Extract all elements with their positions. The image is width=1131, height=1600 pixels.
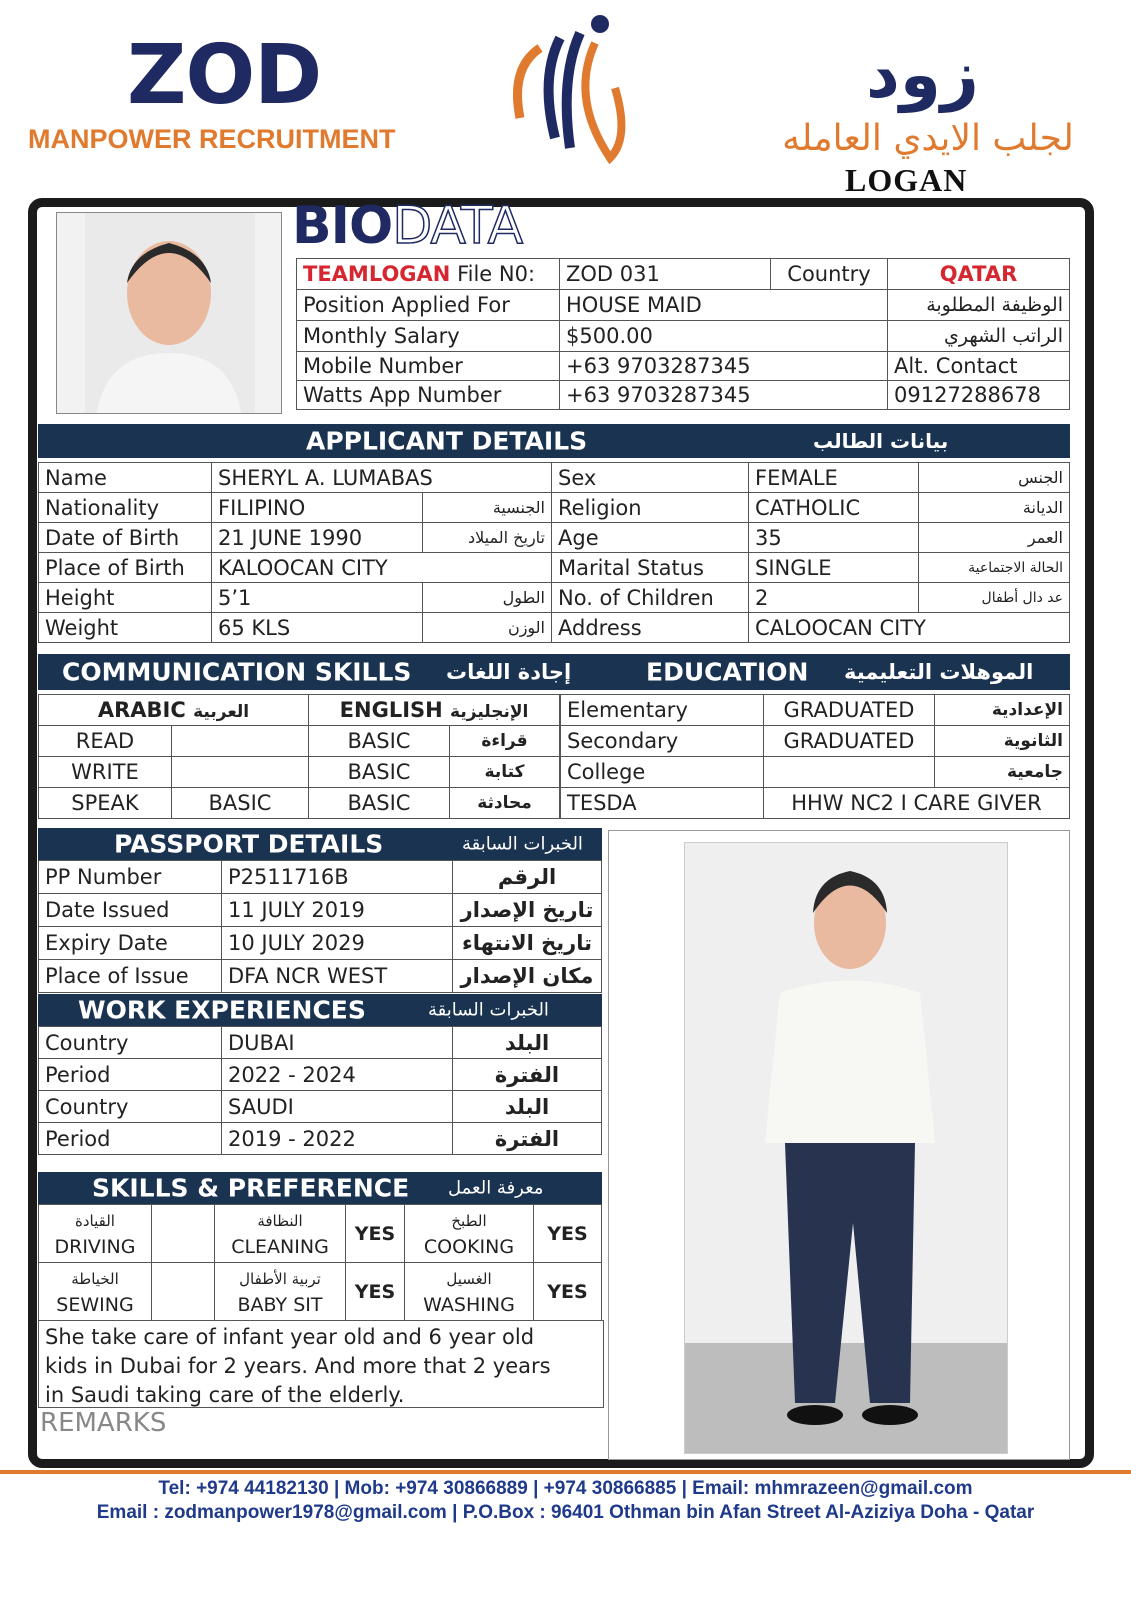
table-row: [39, 1091, 602, 1123]
address-label: Address: [552, 613, 749, 643]
table-row: [39, 613, 1070, 643]
cleaning-label: CLEANING: [231, 1235, 329, 1258]
file-no-label: File N0:: [457, 262, 536, 286]
write-label: WRITE: [39, 757, 172, 788]
footer-divider: [0, 1470, 1131, 1474]
remarks-label: REMARKS: [40, 1408, 167, 1438]
applicant-details-table: [38, 462, 1070, 643]
date-issued-label-ar: تاريخ الإصدار: [453, 894, 602, 927]
read-label: READ: [39, 726, 172, 757]
pp-number-label: PP Number: [39, 861, 222, 894]
biodata-title-light: DATA: [392, 196, 523, 256]
brand-arabic-subtitle: لجلب الايدي العامله: [782, 118, 1074, 159]
weight-value: 65 KLS: [212, 613, 423, 643]
cleaning-cell: [215, 1205, 346, 1263]
communication-title-ar: إجادة اللغات: [446, 660, 572, 684]
work-country-value: SAUDI: [222, 1091, 453, 1123]
read-label-ar: قراءة: [450, 726, 560, 757]
position-label: Position Applied For: [297, 290, 560, 321]
read-english-value: BASIC: [309, 726, 450, 757]
person-portrait-icon: [57, 213, 281, 413]
file-label-cell: [297, 259, 560, 290]
work-experiences-header: [38, 994, 602, 1026]
work-experiences-table: [38, 1026, 602, 1155]
dob-label: Date of Birth: [39, 523, 212, 553]
footer-contact-line: Tel: +974 44182130 | Mob: +974 30866889 | +974 30866885 | Email: mhmrazeen@gmail.com: [158, 1478, 973, 1499]
biodata-title-bold: BIO: [292, 196, 393, 256]
position-value: HOUSE MAID: [560, 290, 888, 321]
work-experiences-title-ar: الخبرات السابقة: [428, 999, 549, 1021]
religion-value: CATHOLIC: [749, 493, 919, 523]
table-row: [39, 927, 602, 960]
mobile-value: +63 9703287345: [560, 352, 888, 381]
children-value: 2: [749, 583, 919, 613]
nationality-value: FILIPINO: [212, 493, 423, 523]
dob-label-ar: تاريخ الميلاد: [423, 523, 552, 553]
write-label-ar: كتابة: [450, 757, 560, 788]
alt-contact-label: Alt. Contact: [888, 352, 1070, 381]
table-row: [39, 583, 1070, 613]
work-period-label: Period: [39, 1123, 222, 1155]
table-row: [39, 523, 1070, 553]
communication-title: COMMUNICATION SKILLS: [62, 657, 412, 687]
passport-details-title: PASSPORT DETAILS: [114, 829, 384, 859]
table-row: [39, 757, 560, 788]
children-label: No. of Children: [552, 583, 749, 613]
weight-label-ar: الوزن: [423, 613, 552, 643]
biodata-title: [292, 196, 522, 256]
table-row: [39, 788, 560, 819]
remarks-box: [38, 1320, 604, 1408]
babysit-cell: [215, 1263, 346, 1321]
mobile-label: Mobile Number: [297, 352, 560, 381]
dob-value: 21 JUNE 1990: [212, 523, 423, 553]
speak-arabic-value: BASIC: [172, 788, 309, 819]
table-row: [561, 726, 1070, 757]
expiry-date-label: Expiry Date: [39, 927, 222, 960]
work-country-label-ar: البلد: [453, 1091, 602, 1123]
table-row: [39, 894, 602, 927]
write-english-value: BASIC: [309, 757, 450, 788]
children-label-ar: عد دال أطفال: [919, 583, 1070, 613]
position-label-ar: الوظيفة المطلوبة: [888, 290, 1070, 321]
marital-label-ar: الحالة الاجتماعية: [919, 553, 1070, 583]
table-row: [39, 960, 602, 993]
pob-label: Place of Birth: [39, 553, 212, 583]
sex-label: Sex: [552, 463, 749, 493]
applicant-details-title-ar: بيانات الطالب: [813, 429, 949, 453]
table-row: [39, 1123, 602, 1155]
sex-value: FEMALE: [749, 463, 919, 493]
washing-label-ar: الغسيل: [446, 1269, 492, 1288]
table-row: [39, 726, 560, 757]
brand-logan: LOGAN: [845, 162, 968, 198]
work-period-value: 2019 - 2022: [222, 1123, 453, 1155]
college-label: College: [561, 757, 764, 788]
team-label: TEAMLOGAN: [303, 262, 451, 286]
work-period-value: 2022 - 2024: [222, 1059, 453, 1091]
work-period-label-ar: الفترة: [453, 1059, 602, 1091]
college-status: [764, 757, 935, 788]
pob-value: KALOOCAN CITY: [212, 553, 552, 583]
salary-label: Monthly Salary: [297, 321, 560, 352]
cleaning-label-ar: النظافة: [257, 1211, 303, 1230]
address-value: CALOOCAN CITY: [749, 613, 1070, 643]
table-row: [39, 1027, 602, 1059]
work-period-label-ar: الفترة: [453, 1123, 602, 1155]
footer-address-line: Email : zodmanpower1978@gmail.com | P.O.Box : 96401 Othman bin Afan Street Al-Aziziya Doha - Qatar: [96, 1502, 1035, 1523]
sewing-cell: [39, 1263, 152, 1321]
read-arabic-value: [172, 726, 309, 757]
secondary-status: GRADUATED: [764, 726, 935, 757]
salary-label-ar: الراتب الشهري: [888, 321, 1070, 352]
sewing-label: SEWING: [56, 1293, 134, 1316]
brand-logo-text: ZOD: [127, 28, 322, 123]
communication-education-header: [38, 654, 1070, 690]
table-row: [561, 757, 1070, 788]
elementary-label: Elementary: [561, 695, 764, 726]
table-row: [39, 1263, 602, 1321]
age-value: 35: [749, 523, 919, 553]
marital-value: SINGLE: [749, 553, 919, 583]
work-period-label: Period: [39, 1059, 222, 1091]
brand-subtitle: MANPOWER RECRUITMENT: [28, 124, 396, 154]
age-label: Age: [552, 523, 749, 553]
babysit-value: YES: [346, 1263, 405, 1321]
speak-label-ar: محادثة: [450, 788, 560, 819]
weight-label: Weight: [39, 613, 212, 643]
remarks-line: kids in Dubai for 2 years. And more that 2 years: [45, 1354, 551, 1378]
religion-label-ar: الديانة: [919, 493, 1070, 523]
cooking-cell: [405, 1205, 534, 1263]
washing-label: WASHING: [423, 1293, 515, 1316]
country-value: QATAR: [888, 259, 1070, 290]
english-column-header: [309, 695, 560, 726]
education-title: EDUCATION: [646, 657, 809, 687]
alt-contact-value: 09127288678: [888, 381, 1070, 410]
education-table: [560, 694, 1070, 819]
table-row: [561, 788, 1070, 819]
elementary-label-ar: الإعدادية: [935, 695, 1070, 726]
speak-label: SPEAK: [39, 788, 172, 819]
table-row: [39, 463, 1070, 493]
name-value: SHERYL A. LUMABAS: [212, 463, 552, 493]
arabic-header-ar: العربية: [193, 702, 250, 722]
work-country-label: Country: [39, 1091, 222, 1123]
table-row: [561, 695, 1070, 726]
driving-cell: [39, 1205, 152, 1263]
country-label: Country: [771, 259, 888, 290]
work-country-value: DUBAI: [222, 1027, 453, 1059]
speak-english-value: BASIC: [309, 788, 450, 819]
babysit-label: BABY SIT: [237, 1293, 323, 1316]
passport-details-header: [38, 828, 602, 860]
name-label: Name: [39, 463, 212, 493]
remarks-line: in Saudi taking care of the elderly.: [45, 1383, 405, 1407]
marital-label: Marital Status: [552, 553, 749, 583]
height-value: 5’1: [212, 583, 423, 613]
pp-number-label-ar: الرقم: [453, 861, 602, 894]
expiry-date-value: 10 JULY 2029: [222, 927, 453, 960]
height-label: Height: [39, 583, 212, 613]
whatsapp-value: +63 9703287345: [560, 381, 888, 410]
college-label-ar: جامعية: [935, 757, 1070, 788]
arabic-column-header: [39, 695, 309, 726]
company-emblem-icon: [500, 8, 650, 188]
religion-label: Religion: [552, 493, 749, 523]
work-country-label: Country: [39, 1027, 222, 1059]
cooking-label-ar: الطبخ: [451, 1211, 487, 1230]
table-row: [39, 493, 1070, 523]
date-issued-value: 11 JULY 2019: [222, 894, 453, 927]
place-of-issue-value: DFA NCR WEST: [222, 960, 453, 993]
passport-table: [38, 860, 602, 993]
secondary-label-ar: الثانوية: [935, 726, 1070, 757]
applicant-details-title: APPLICANT DETAILS: [306, 426, 588, 456]
babysit-label-ar: تربية الأطفال: [239, 1269, 321, 1288]
elementary-status: GRADUATED: [764, 695, 935, 726]
nationality-label-ar: الجنسية: [423, 493, 552, 523]
salary-value: $500.00: [560, 321, 888, 352]
communication-table: [38, 694, 560, 819]
cleaning-value: YES: [346, 1205, 405, 1263]
washing-cell: [405, 1263, 534, 1321]
place-of-issue-label-ar: مكان الإصدار: [453, 960, 602, 993]
table-row: [39, 1205, 602, 1263]
person-full-body-icon: [685, 843, 1007, 1453]
arabic-header: ARABIC: [97, 698, 186, 722]
passport-details-title-ar: الخبرات السابقة: [462, 833, 583, 855]
remarks-line: She take care of infant year old and 6 year old: [45, 1325, 535, 1349]
file-info-table: [296, 258, 1070, 410]
work-country-label-ar: البلد: [453, 1027, 602, 1059]
washing-value: YES: [534, 1263, 602, 1321]
place-of-issue-label: Place of Issue: [39, 960, 222, 993]
work-experiences-title: WORK EXPERIENCES: [78, 995, 366, 1025]
height-label-ar: الطول: [423, 583, 552, 613]
education-title-ar: الموهلات التعليمية: [844, 660, 1034, 684]
age-label-ar: العمر: [919, 523, 1070, 553]
skills-preference-title: SKILLS & PREFERENCE: [92, 1173, 410, 1203]
file-no: ZOD 031: [560, 259, 771, 290]
date-issued-label: Date Issued: [39, 894, 222, 927]
pp-number-value: P2511716B: [222, 861, 453, 894]
cooking-value: YES: [534, 1205, 602, 1263]
applicant-headshot: [56, 212, 282, 414]
sex-label-ar: الجنس: [919, 463, 1070, 493]
sewing-label-ar: الخياطة: [71, 1269, 119, 1288]
write-arabic-value: [172, 757, 309, 788]
whatsapp-label: Watts App Number: [297, 381, 560, 410]
expiry-date-label-ar: تاريخ الانتهاء: [453, 927, 602, 960]
sewing-value: [152, 1263, 215, 1321]
driving-value: [152, 1205, 215, 1263]
skills-preference-title-ar: معرفة العمل: [448, 1177, 544, 1199]
skills-preference-header: [38, 1172, 602, 1204]
tesda-status: HHW NC2 I CARE GIVER: [764, 788, 1070, 819]
secondary-label: Secondary: [561, 726, 764, 757]
english-header-ar: الإنجليزية: [450, 702, 529, 722]
driving-label: DRIVING: [54, 1235, 136, 1258]
table-row: [39, 861, 602, 894]
driving-label-ar: القيادة: [75, 1211, 115, 1230]
table-row: [39, 1059, 602, 1091]
table-row: [39, 553, 1070, 583]
nationality-label: Nationality: [39, 493, 212, 523]
applicant-details-header: [38, 424, 1070, 458]
applicant-full-body-photo: [684, 842, 1008, 1454]
skills-table: [38, 1204, 602, 1321]
brand-arabic-logo: زود: [866, 36, 979, 113]
english-header: ENGLISH: [339, 698, 443, 722]
tesda-label: TESDA: [561, 788, 764, 819]
cooking-label: COOKING: [423, 1235, 515, 1258]
